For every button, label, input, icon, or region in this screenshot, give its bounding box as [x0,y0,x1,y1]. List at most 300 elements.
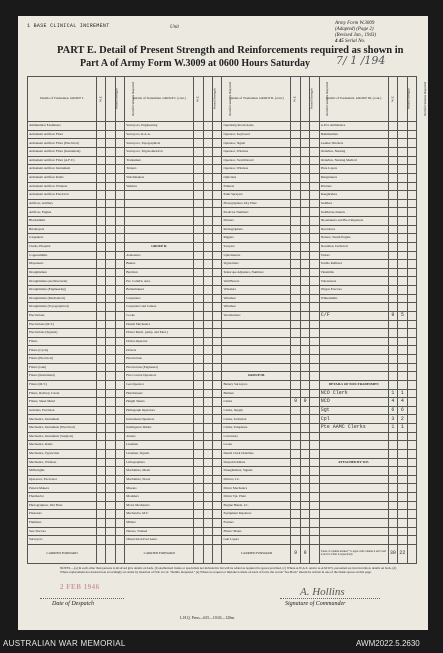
we-cell [388,148,397,157]
we-cell [194,182,203,191]
trade-label: Operator, Wireless [222,148,291,157]
reinforcements-cell [310,432,319,441]
table-row [28,458,417,467]
reinforcements-cell [407,122,416,131]
reinforcements-cell [115,268,124,277]
col-reinforcements: Reinforcements Required [310,77,319,122]
col-group-1: Details of Tradesmen. GROUP I. [28,77,97,122]
trade-label: Mechanics, Typewriter [28,449,97,458]
trade-label: Millers [125,518,194,527]
we-cell [194,389,203,398]
table-row [28,493,417,502]
trade-label: Wiremen [222,303,291,312]
reinforcements-cell [407,320,416,329]
posted-cell [398,303,407,312]
we-cell [388,191,397,200]
we-cell [194,294,203,303]
we-cell [291,234,300,243]
trade-label: Armament Artificer Electrical [28,191,97,200]
trade-label [222,320,291,329]
we-cell [97,441,106,450]
trade-label: GROUP III. [222,372,291,381]
we-cell [388,536,397,545]
reinforcements-cell [310,165,319,174]
we-cell: 4 [388,398,397,407]
we-cell [97,208,106,217]
trade-label [319,475,388,484]
posted-cell [203,458,212,467]
reinforcements-cell [310,355,319,364]
reinforcements-cell [310,311,319,320]
posted-cell: 4 [398,398,407,407]
trade-label: G.P.O. Ambulance [319,122,388,131]
we-cell [97,242,106,251]
posted-cell [203,380,212,389]
signature-label: Signature of Commander [285,601,346,607]
reinforcements-cell [115,424,124,433]
posted-cell [398,234,407,243]
posted-cell [106,398,115,407]
we-cell [291,389,300,398]
reinforcements-cell [310,208,319,217]
reinforcements-cell [213,294,222,303]
we-cell [291,458,300,467]
posted-cell [203,165,212,174]
posted-cell [203,277,212,286]
table-row [28,311,417,320]
we-cell [194,208,203,217]
reinforcements-cell [115,337,124,346]
posted-cell [106,406,115,415]
trade-label: Draughtsmen, Signals [222,467,291,476]
posted-cell [203,260,212,269]
posted-cell [203,475,212,484]
trade-label [319,303,388,312]
trade-label: Rangetakers [319,173,388,182]
we-cell [97,346,106,355]
table-row [28,242,417,251]
carried-forward-label: CARRIED FORWARD [125,545,194,564]
we-cell [97,234,106,243]
we-cell [194,277,203,286]
table-row [28,329,417,338]
trade-label: Surveyors [28,536,97,545]
posted-cell [203,346,212,355]
trade-label: Surveyors, Topographical [125,139,194,148]
trade-label: Orderlies, Nursing Medical [319,156,388,165]
reinforcements-cell [213,337,222,346]
table-row [28,484,417,493]
posted-cell [300,311,309,320]
trade-label: Blacksmiths [28,217,97,226]
reinforcements-cell [213,432,222,441]
posted-cell [300,242,309,251]
table-row [28,251,417,260]
posted-cell [203,225,212,234]
posted-cell [106,311,115,320]
we-cell [97,380,106,389]
reinforcements-cell [310,122,319,131]
trade-label: Roughriders [319,191,388,200]
posted-cell [106,518,115,527]
reinforcements-cell [213,268,222,277]
posted-cell [203,182,212,191]
reinforcements-cell [310,501,319,510]
reinforcements-cell [407,191,416,200]
we-cell [291,449,300,458]
reinforcements-cell [407,355,416,364]
posted-cell [106,432,115,441]
we-cell [97,311,106,320]
we-cell [97,337,106,346]
we-cell [388,449,397,458]
we-cell [388,303,397,312]
trade-label: Equipment Repairers [222,510,291,519]
posted-cell [106,475,115,484]
reinforcements-cell [407,148,416,157]
we-cell [388,372,397,381]
reinforcements-cell [213,156,222,165]
posted-cell [398,475,407,484]
posted-cell [106,337,115,346]
we-cell [97,268,106,277]
trade-label: Wall Borers [222,277,291,286]
table-row [28,432,417,441]
we-cell [291,501,300,510]
table-row [28,363,417,372]
we-cell [97,545,106,564]
reinforcements-cell [310,225,319,234]
reinforcements-cell [115,311,124,320]
posted-cell [106,173,115,182]
posted-cell [300,467,309,476]
reinforcements-cell [115,286,124,295]
reinforcements-cell [310,346,319,355]
we-cell [291,156,300,165]
trade-label: Mechanics, Wireless [28,458,97,467]
posted-cell [203,303,212,312]
trade-label: Machinists, Wood [125,475,194,484]
trade-label: Motor Mechanics [125,501,194,510]
trade-label [319,510,388,519]
posted-cell [106,182,115,191]
trade-label: Carpenters and Joiners [125,303,194,312]
we-cell [97,475,106,484]
posted-cell [106,242,115,251]
trade-label: Pte. Comd'n. Asst. [125,277,194,286]
trade-label: Vulcanisers [319,277,388,286]
trade-label: Sgt [319,406,388,415]
posted-cell [300,165,309,174]
reinforcements-cell [115,415,124,424]
title-line-1: PART E. Detail of Present Strength and Reinforcements required as shown in [57,45,404,56]
table-row [28,122,417,131]
we-cell [291,432,300,441]
col-we: W.E. [388,77,397,122]
we-cell [194,536,203,545]
reinforcements-cell [407,225,416,234]
posted-cell [300,217,309,226]
posted-cell [398,208,407,217]
posted-cell [203,208,212,217]
trade-label: Saw Doctors [28,527,97,536]
we-cell [97,165,106,174]
we-cell [194,165,203,174]
trade-label: Signwriters [222,260,291,269]
we-cell [291,199,300,208]
reinforcements-cell [213,148,222,157]
posted-cell [300,156,309,165]
posted-cell [106,208,115,217]
reinforcements-cell [115,406,124,415]
we-cell [97,510,106,519]
we-cell [194,173,203,182]
we-cell [291,527,300,536]
we-cell [194,139,203,148]
reinforcements-cell [310,156,319,165]
reinforcements-cell [310,234,319,243]
trade-label [319,467,388,476]
posted-cell [106,424,115,433]
reinforcements-cell [407,173,416,182]
we-cell [194,545,203,564]
trade-label: Clerks [222,398,291,407]
reinforcements-cell [115,467,124,476]
reinforcements-cell [407,406,416,415]
we-cell [388,234,397,243]
we-cell [388,346,397,355]
table-row [28,217,417,226]
posted-cell [203,545,212,564]
posted-cell: 6 [398,406,407,415]
reinforcements-cell [310,139,319,148]
reinforcements-cell [213,242,222,251]
reinforcements-cell [213,493,222,502]
trade-label [125,217,194,226]
trade-label: Upholsterers [222,251,291,260]
despatch-date-line [40,598,124,599]
we-cell: 30 [388,545,397,564]
we-cell [388,199,397,208]
we-cell [388,518,397,527]
posted-cell [106,225,115,234]
reinforcements-cell [407,432,416,441]
trade-label: Carpenters [28,234,97,243]
reinforcements-cell [213,484,222,493]
table-row [28,191,417,200]
posted-cell [106,458,115,467]
we-cell [97,303,106,312]
we-cell [388,156,397,165]
posted-cell [398,493,407,502]
reinforcements-cell [407,234,416,243]
trade-label: Draughtsmen (Engineering) [28,286,97,295]
posted-cell [106,415,115,424]
we-cell [291,277,300,286]
trade-label: Fitters, Sheet Metal [28,398,97,407]
posted-cell [106,156,115,165]
posted-cell [106,493,115,502]
we-cell [194,527,203,536]
trade-label [319,372,388,381]
trade-label: C/F [319,311,388,320]
posted-cell [398,148,407,157]
trade-label: Intelligence Duties [125,424,194,433]
trade-label: Hammermen [319,130,388,139]
reinforcements-cell [115,355,124,364]
posted-cell [300,268,309,277]
we-cell [97,294,106,303]
reinforcements-cell [407,449,416,458]
trade-label: NCO [319,398,388,407]
posted-cell [398,363,407,372]
reinforcements-cell [310,320,319,329]
posted-cell [203,406,212,415]
posted-cell [398,501,407,510]
we-cell [291,518,300,527]
posted-cell [106,260,115,269]
reinforcements-cell [115,329,124,338]
trade-label: Driver Tpt. Plant [222,493,291,502]
we-cell [388,260,397,269]
trade-label [222,355,291,364]
posted-cell [106,122,115,131]
we-cell [388,380,397,389]
trade-label: Batmen [222,389,291,398]
reinforcements-cell [213,389,222,398]
reinforcements-cell [407,286,416,295]
posted-cell [203,432,212,441]
reinforcements-cell [213,286,222,295]
trade-label: Clerks, Hospital [28,242,97,251]
trade-label: Operator, Switchboard [222,156,291,165]
trade-label: Textile Refitters [319,260,388,269]
we-cell [194,225,203,234]
we-cell [291,346,300,355]
posted-cell [300,406,309,415]
reinforcements-cell [310,484,319,493]
posted-cell [300,527,309,536]
posted-cell [106,363,115,372]
we-cell [194,458,203,467]
reinforcements-cell [407,458,416,467]
we-cell [388,363,397,372]
we-cell [388,458,397,467]
we-cell [194,268,203,277]
posted-cell [203,337,212,346]
trade-label: Whitesmiths [319,294,388,303]
trade-label: Instrument Operators [125,415,194,424]
posted-cell [106,441,115,450]
we-cell: 1 [388,424,397,433]
we-cell [291,217,300,226]
trade-label: Linemen [125,441,194,450]
trade-label: GROUP II. [125,242,194,251]
we-cell [194,234,203,243]
trade-label: Mechanics, Instrument (Surgical) [28,432,97,441]
reinforcements-cell [310,277,319,286]
trade-label [222,337,291,346]
we-cell [291,484,300,493]
reinforcements-cell [115,510,124,519]
trade-label: Printers [222,217,291,226]
trade-label: Farriers [222,518,291,527]
posted-cell [203,493,212,502]
reinforcements-cell [213,173,222,182]
reinforcements-cell [310,398,319,407]
totals-note: Totals of columns marked * to agree with columns 4 and 5 and 4 and 10 of Part A respectively. [319,545,388,564]
posted-cell [300,493,309,502]
posted-cell [203,268,212,277]
trade-label: Watchmakers [125,173,194,182]
despatch-date-label: Date of Despatch [52,601,94,607]
posted-cell [106,165,115,174]
posted-cell [203,424,212,433]
posted-cell [106,217,115,226]
archive-reference: AWM2022.5.2630 [356,639,420,648]
posted-cell [300,536,309,545]
table-row [28,475,417,484]
reinforcements-cell [407,467,416,476]
reinforcements-cell [115,294,124,303]
we-cell [194,363,203,372]
posted-cell [300,260,309,269]
reinforcements-cell [407,260,416,269]
reinforcements-cell [115,545,124,564]
we-cell [291,139,300,148]
trade-label: Armourers [125,251,194,260]
reinforcements-cell [310,458,319,467]
we-cell: 9 [291,545,300,564]
we-cell [97,329,106,338]
we-cell [97,363,106,372]
serial-number: 4 45 Serial No. [335,39,366,44]
reinforcements-cell [310,337,319,346]
posted-cell [203,294,212,303]
table-row [28,441,417,450]
posted-cell [106,148,115,157]
we-cell [291,208,300,217]
trade-label: Plumbers [28,518,97,527]
posted-cell [203,415,212,424]
we-cell [194,346,203,355]
we-cell [194,501,203,510]
posted-cell [398,467,407,476]
trade-label [319,518,388,527]
reinforcements-cell [213,415,222,424]
we-cell [97,225,106,234]
trade-label: Mechanics, Radio [28,441,97,450]
trade-label: Operator, Signal [222,139,291,148]
reinforcements-cell [115,501,124,510]
reinforcements-cell [213,501,222,510]
we-cell [388,320,397,329]
trade-label: Shoemakers and Boot Repairers [319,217,388,226]
posted-cell [300,303,309,312]
posted-cell [106,501,115,510]
reinforcements-cell [213,303,222,312]
reinforcements-cell [407,208,416,217]
trade-label: NCO Clerk [319,389,388,398]
trade-label [319,484,388,493]
we-cell [194,122,203,131]
reinforcements-cell [213,260,222,269]
trade-label [319,501,388,510]
posted-cell: 2 [398,415,407,424]
trade-label [319,441,388,450]
posted-cell [203,191,212,200]
posted-cell [300,122,309,131]
